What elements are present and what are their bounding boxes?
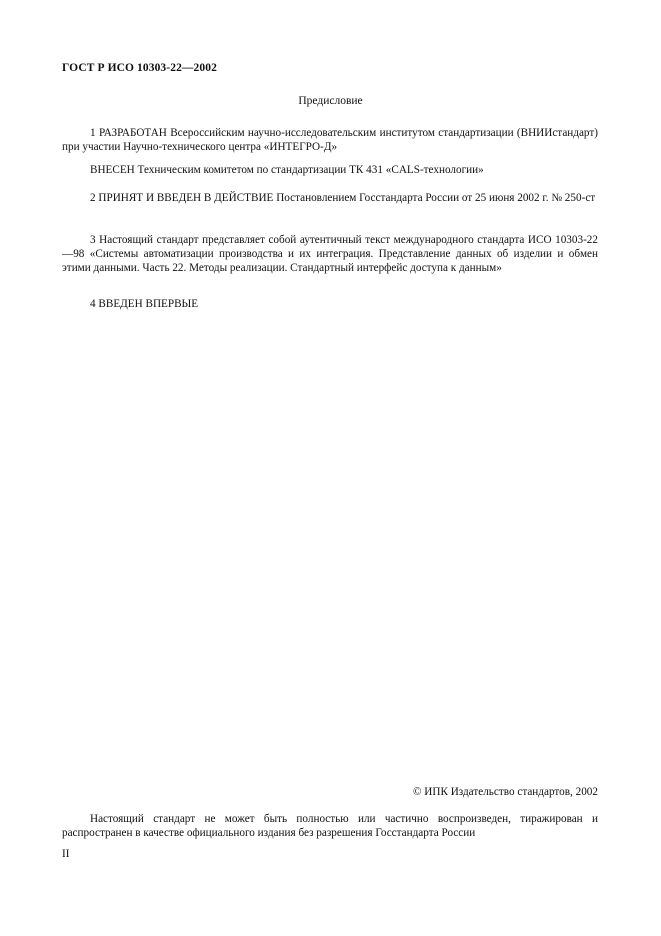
foreword-paragraph-developed: 1 РАЗРАБОТАН Всероссийским научно-исследовательским институтом стандартизации (ВНИИстандарт) при участии Научно-технического центра «ИНТЕГРО-Д» [62, 127, 598, 154]
foreword-paragraph-first-introduced: 4 ВВЕДЕН ВПЕРВЫЕ [90, 298, 199, 310]
foreword-paragraph-introduced: ВНЕСЕН Техническим комитетом по стандартизации ТК 431 «CALS-технологии» [90, 164, 484, 176]
foreword-paragraph-adopted: 2 ПРИНЯТ И ВВЕДЕН В ДЕЙСТВИЕ Постановлением Госстандарта России от 25 июня 2002 г. № 250-ст [90, 192, 596, 204]
foreword-paragraph-authentic-text: 3 Настоящий стандарт представляет собой аутентичный текст международного стандарта ИСО 10303-22—98 «Системы автоматизации производства и их интеграция. Представление данных об изделии и обмен этими данными. Часть 22. Методы реализации. Стандартный интерфейс доступа к данным» [62, 234, 598, 275]
page-number: II [62, 848, 70, 860]
foreword-title: Предисловие [298, 95, 363, 107]
reproduction-notice: Настоящий стандарт не может быть полностью или частично воспроизведен, тиражирован и распространен в качестве официального издания без разрешения Госстандарта России [62, 813, 598, 840]
copyright-line: © ИПК Издательство стандартов, 2002 [412, 786, 598, 798]
document-code: ГОСТ Р ИСО 10303-22—2002 [62, 62, 217, 74]
